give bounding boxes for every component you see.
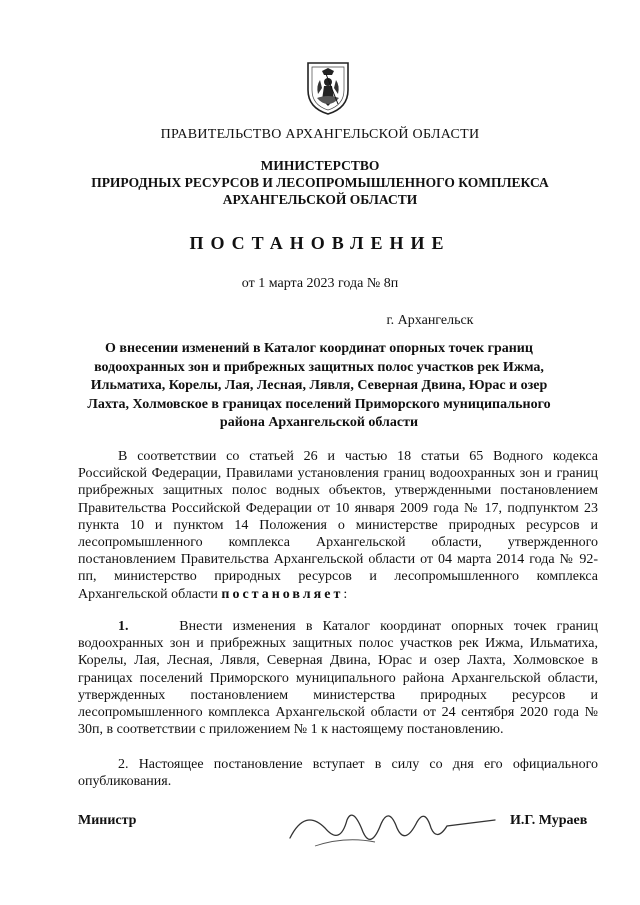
paragraph-item-2 bbox=[78, 756, 598, 790]
ministry-line-1: МИНИСТЕРСТВО bbox=[260, 158, 380, 173]
document-date: от 1 марта 2023 года № 8п bbox=[241, 276, 399, 291]
preamble-text: В соответствии со статьей 26 и частью 18 статьи 65 Водного кодекса Российской Федерации, Правилами установления границ водоохранных зон и границ прибрежных защитных полос водных объектов, утвержденными постановлением Правительства Российской Федерации от 10 января 2009 года № 17, подпунктом 23 пункта 10 и пунктом 14 Положения о министерстве природных ресурсов и лесопромышленного комплекса Архангельской области, утвержденного постановлением Правительства Архангельской области от 04 марта 2014 года № 92-пп, министерство природных ресурсов и лесопромышленного комплекса Архангельской области bbox=[78, 449, 598, 602]
item-2-text: 2. Настоящее постановление вступает в силу со дня его официального опубликования. bbox=[78, 757, 598, 790]
ministry-name bbox=[60, 157, 580, 208]
government-name: ПРАВИТЕЛЬСТВО АРХАНГЕЛЬСКОЙ ОБЛАСТИ bbox=[160, 127, 480, 142]
paragraph-preamble bbox=[78, 448, 598, 603]
paragraph-item-1 bbox=[78, 618, 598, 738]
document-city: г. Архангельск bbox=[386, 313, 474, 328]
resolves-word: постановляет bbox=[221, 586, 344, 602]
ministry-line-3: АРХАНГЕЛЬСКОЙ ОБЛАСТИ bbox=[222, 192, 418, 207]
document-title: ПОСТАНОВЛЕНИЕ bbox=[189, 233, 451, 253]
item-1-number: 1. bbox=[118, 619, 129, 634]
item-1-text: Внести изменения в Каталог координат опорных точек границ водоохранных зон и прибрежных защитных полос участков рек Ижма, Ильматиха, Корелы, Лая, Лесная, Лявля, Северная Двина, Юрас и озер Лахта, Холмовское в границах поселений Приморского муниципального района Архангельской области, утвержденных постановлением министерства природных ресурсов и лесопромышленного комплекса Архангельской области от 24 сентября 2020 года № 30п, в соответствии с приложением № 1 к настоящему постановлению. bbox=[78, 619, 599, 738]
ministry-line-2: ПРИРОДНЫХ РЕСУРСОВ И ЛЕСОПРОМЫШЛЕННОГО КОМПЛЕКСА bbox=[91, 175, 549, 190]
signatory-position: Министр bbox=[78, 813, 137, 828]
handwritten-signature bbox=[285, 798, 500, 858]
resolves-colon: : bbox=[343, 586, 348, 602]
document-subject: О внесении изменений в Каталог координат опорных точек границ водоохранных зон и прибрежных защитных полос участков рек Ижма, Ильматиха, Корелы, Лая, Лесная, Лявля, Северная Двина, Юрас и озер Лахта, Холмовское в границах поселений Приморского муниципального района Архангельской области bbox=[87, 341, 551, 430]
signatory-name: И.Г. Мураев bbox=[510, 813, 588, 828]
coat-of-arms-icon bbox=[304, 60, 352, 116]
